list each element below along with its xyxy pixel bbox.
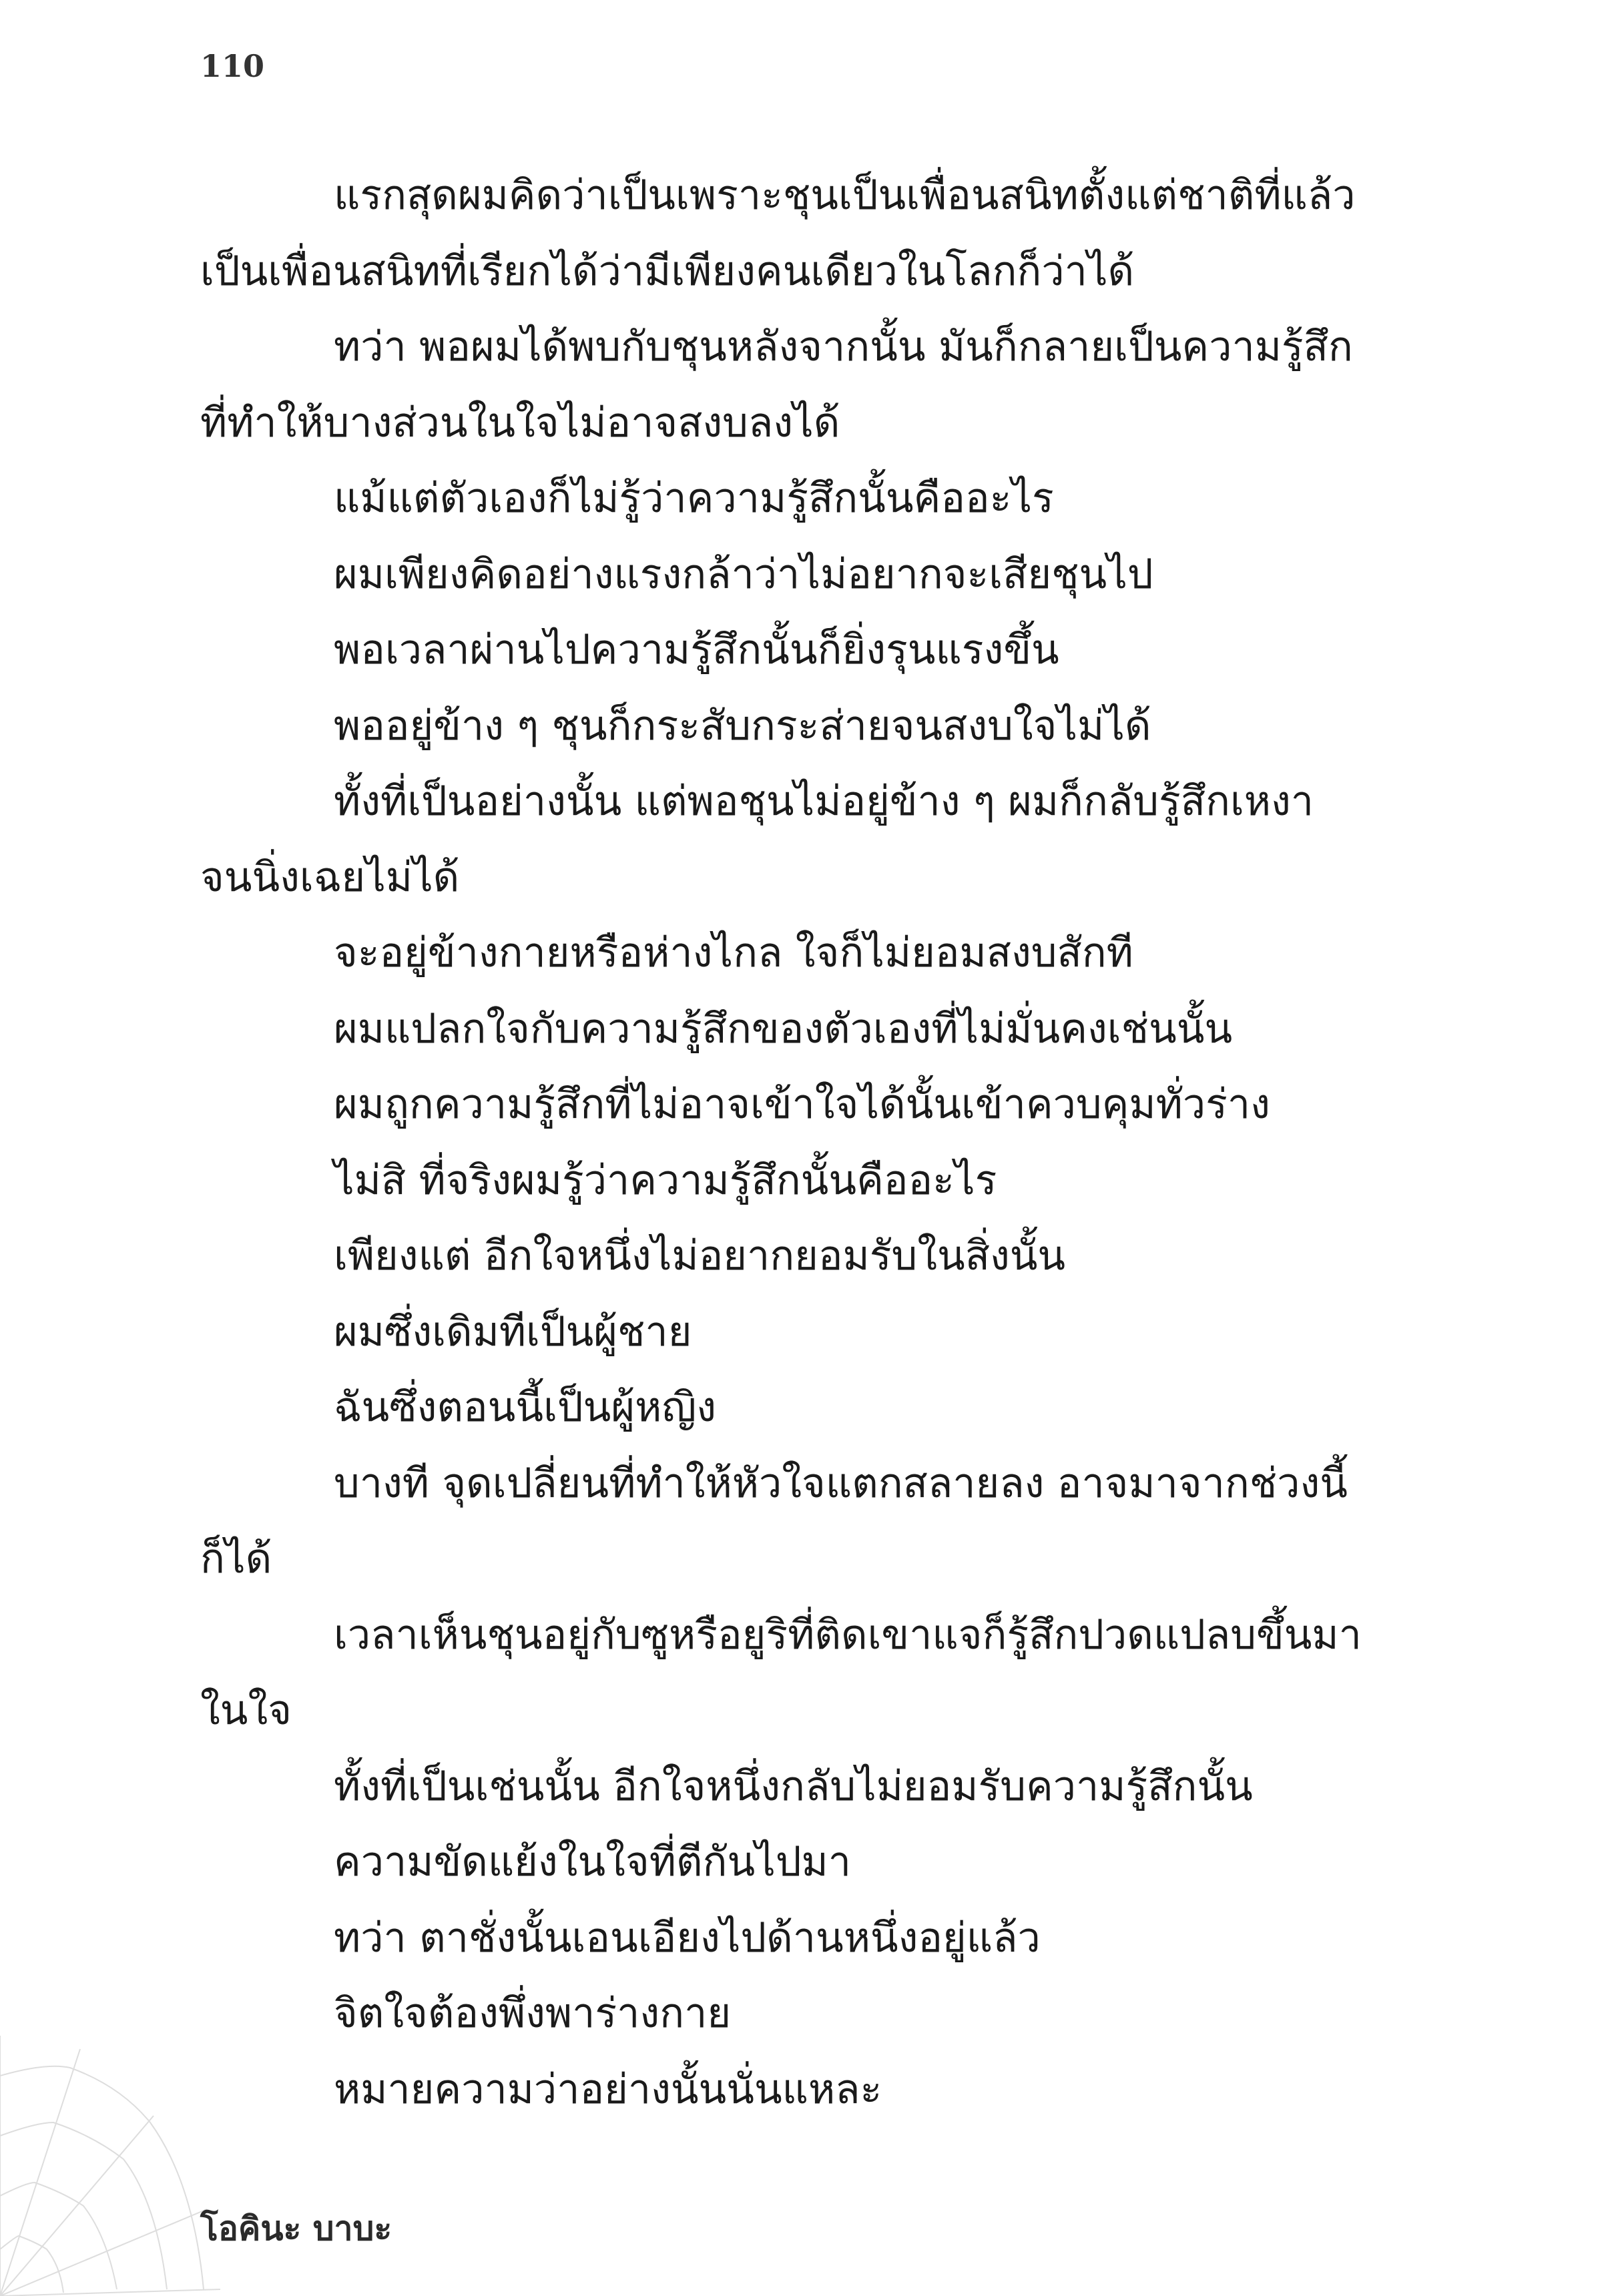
text-line: ทว่า พอผมได้พบกับชุนหลังจากนั้น มันก็กลายเป็นความรู้สึก xyxy=(334,323,1353,370)
text-line: ทว่า ตาชั่งนั้นเอนเอียงไปด้านหนึ่งอยู่แล้ว xyxy=(334,1914,1041,1962)
text-line: พออยู่ข้าง ๆ ชุนก็กระสับกระส่ายจนสงบใจไม่ได้ xyxy=(334,701,1151,750)
text-line: แรกสุดผมคิดว่าเป็นเพราะชุนเป็นเพื่อนสนิทตั้งแต่ชาติที่แล้ว xyxy=(334,172,1356,219)
text-line: บางที จุดเปลี่ยนที่ทำให้หัวใจแตกสลายลง อาจมาจากช่วงนี้ xyxy=(334,1459,1348,1507)
text-line: หมายความว่าอย่างนั้นนั่นแหละ xyxy=(334,2065,882,2113)
text-line: แม้แต่ตัวเองก็ไม่รู้ว่าความรู้สึกนั้นคืออะไร xyxy=(334,475,1054,522)
page-number: 110 xyxy=(200,48,265,84)
text-line: ผมเพียงคิดอย่างแรงกล้าว่าไม่อยากจะเสียชุนไป xyxy=(334,550,1153,598)
footer-author: โอคินะ บาบะ xyxy=(200,2209,392,2248)
text-line: จนนิ่งเฉยไม่ได้ xyxy=(200,853,460,901)
text-line: ทั้งที่เป็นเช่นนั้น อีกใจหนึ่งกลับไม่ยอมรับความรู้สึกนั้น xyxy=(334,1762,1253,1810)
text-line: ทั้งที่เป็นอย่างนั้น แต่พอชุนไม่อยู่ข้าง ๆ ผมก็กลับรู้สึกเหงา xyxy=(334,778,1314,825)
text-line: เวลาเห็นชุนอยู่กับซูหรือยูริที่ติดเขาแจก็รู้สึกปวดแปลบขึ้นมา xyxy=(334,1611,1362,1659)
text-line: พอเวลาผ่านไปความรู้สึกนั้นก็ยิ่งรุนแรงขึ้น xyxy=(334,626,1059,673)
text-line: เป็นเพื่อนสนิทที่เรียกได้ว่ามีเพียงคนเดียวในโลกก็ว่าได้ xyxy=(200,247,1135,295)
text-line: ฉันซึ่งตอนนี้เป็นผู้หญิง xyxy=(334,1384,717,1431)
text-line: ที่ทำให้บางส่วนในใจไม่อาจสงบลงได้ xyxy=(200,398,840,447)
spider-web-decoration xyxy=(0,2036,220,2296)
text-line: เพียงแต่ อีกใจหนึ่งไม่อยากยอมรับในสิ่งนั้น xyxy=(334,1232,1066,1279)
text-line: จิตใจต้องพึ่งพาร่างกาย xyxy=(334,1990,732,2037)
text-line: ผมแปลกใจกับความรู้สึกของตัวเองที่ไม่มั่นคงเช่นนั้น xyxy=(334,1005,1233,1053)
text-line: ผมถูกความรู้สึกที่ไม่อาจเข้าใจได้นั้นเข้าควบคุมทั่วร่าง xyxy=(334,1081,1270,1128)
text-line: ในใจ xyxy=(200,1687,292,1734)
text-line: ก็ได้ xyxy=(200,1535,272,1583)
text-line: ผมซึ่งเดิมทีเป็นผู้ชาย xyxy=(334,1308,692,1356)
text-line: ไม่สิ ที่จริงผมรู้ว่าความรู้สึกนั้นคืออะไร xyxy=(334,1156,997,1204)
text-line: ความขัดแย้งในใจที่ตีกันไปมา xyxy=(334,1838,852,1886)
text-line: จะอยู่ข้างกายหรือห่างไกล ใจก็ไม่ยอมสงบสักที xyxy=(334,929,1133,976)
